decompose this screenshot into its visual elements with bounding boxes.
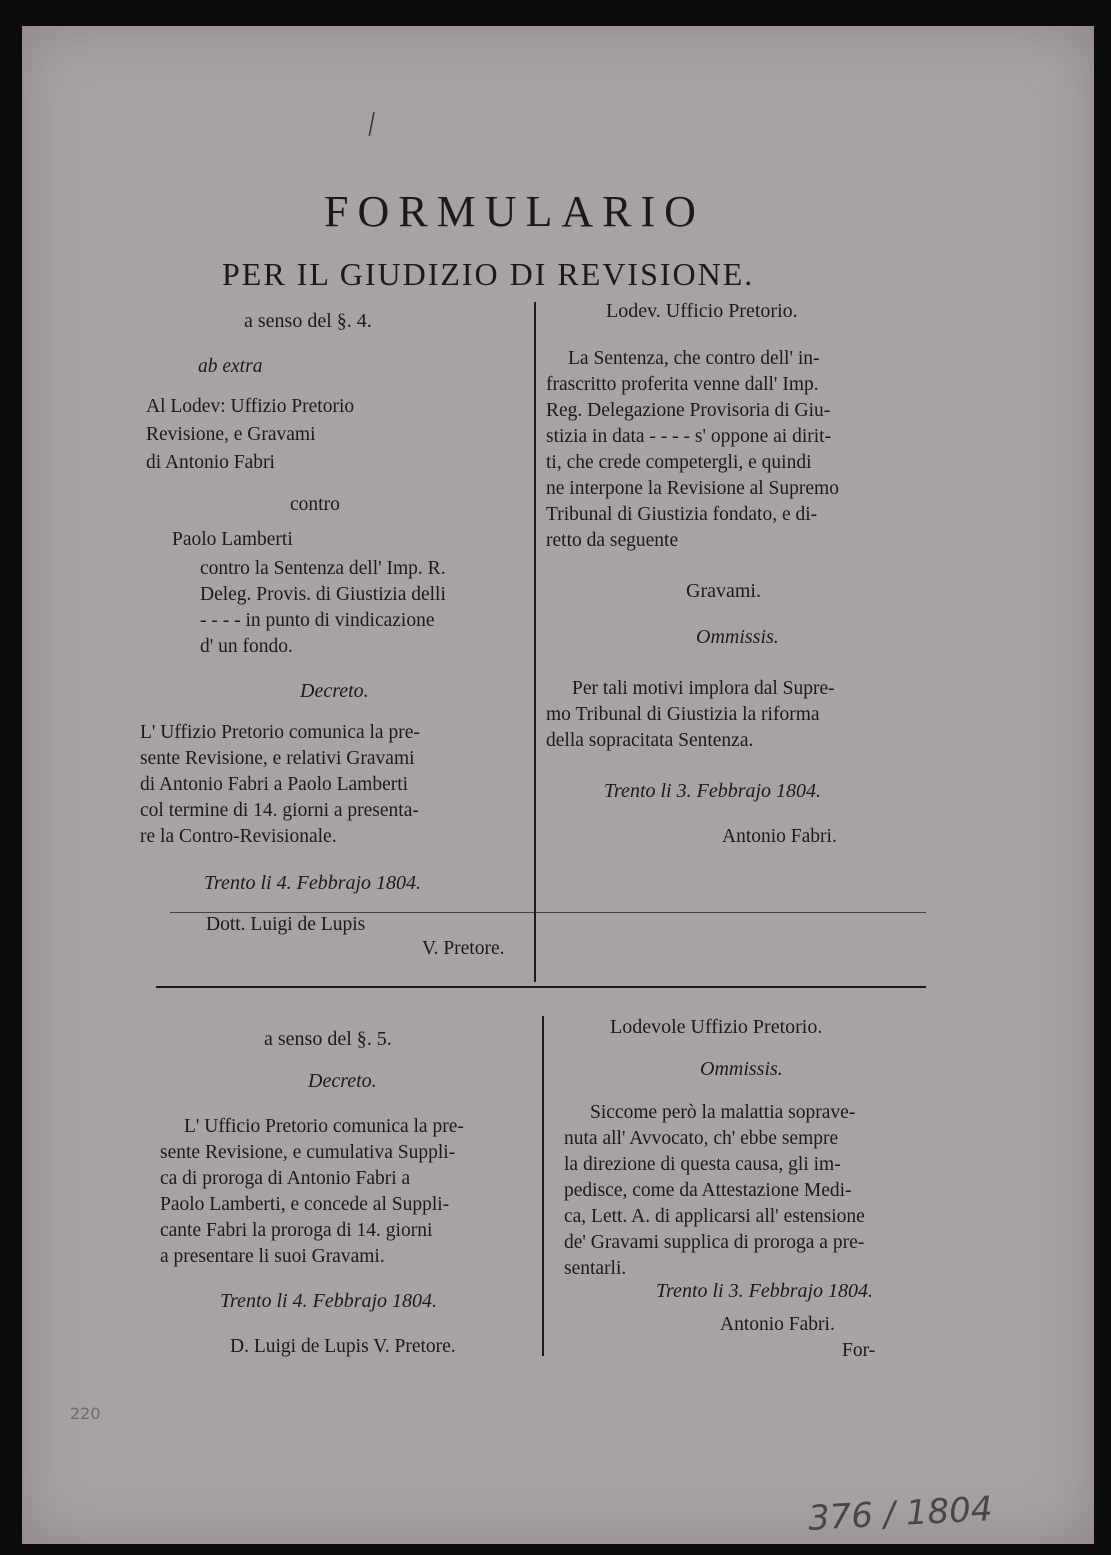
upper-right-body-line-7: Tribunal di Giustizia fondato, e di- — [546, 504, 818, 525]
lower-right-body-line-3: la direzione di questa causa, gli im- — [564, 1154, 841, 1175]
lower-left-decree-line-3: ca di proroga di Antonio Fabri a — [160, 1168, 411, 1189]
lower-left-decree-line-1: L' Ufficio Pretorio comunica la pre- — [184, 1116, 464, 1137]
lower-left-decree-heading: Decreto. — [308, 1070, 377, 1092]
upper-right-heading: Lodev. Ufficio Pretorio. — [606, 300, 798, 322]
addressee-line-1: Al Lodev: Uffizio Pretorio — [146, 396, 355, 417]
lower-right-body-line-5: ca, Lett. A. di applicarsi all' estensione — [564, 1206, 865, 1227]
document-subtitle: PER IL GIUDIZIO DI REVISIONE. — [222, 256, 755, 292]
lower-right-body-line-7: sentarli. — [564, 1258, 627, 1279]
document-title: FORMULARIO — [324, 187, 705, 236]
upper-left-decree-line-2: sente Revisione, e relativi Gravami — [140, 748, 415, 769]
opposing-party: Paolo Lamberti — [172, 529, 293, 550]
upper-left-heading: a senso del §. 4. — [244, 310, 372, 332]
lower-right-signature: Antonio Fabri. — [720, 1314, 835, 1335]
lower-right-date: Trento li 3. Febbrajo 1804. — [656, 1280, 874, 1302]
object-line-4: d' un fondo. — [200, 636, 293, 657]
lower-left-heading: a senso del §. 5. — [264, 1028, 392, 1050]
addressee-line-3: di Antonio Fabri — [146, 452, 275, 473]
upper-right-body-line-5: ti, che crede competergli, e quindi — [546, 452, 812, 473]
lower-left-decree-line-6: a presentare li suoi Gravami. — [160, 1246, 385, 1267]
document-page — [22, 26, 1094, 1544]
lower-left-decree-line-2: sente Revisione, e cumulativa Suppli- — [160, 1142, 456, 1163]
lower-right-body-line-2: nuta all' Avvocato, ch' ebbe sempre — [564, 1128, 839, 1149]
upper-right-body-line-3: Reg. Delegazione Provisoria di Giu- — [546, 400, 831, 421]
upper-right-body-line-4: stizia in data - - - - s' oppone ai dirit- — [546, 426, 832, 447]
pencil-mark: / — [364, 105, 379, 144]
upper-left-date: Trento li 4. Febbrajo 1804. — [204, 872, 422, 894]
page-number-note: 220 — [70, 1404, 101, 1423]
object-line-3: - - - - in punto di vindicazione — [200, 610, 435, 631]
upper-left-decree-line-3: di Antonio Fabri a Paolo Lamberti — [140, 774, 409, 795]
lower-right-heading: Lodevole Uffizio Pretorio. — [610, 1016, 823, 1038]
upper-left-decree-heading: Decreto. — [300, 680, 369, 702]
ab-extra-label: ab extra — [198, 356, 263, 377]
gravami-heading: Gravami. — [686, 580, 761, 602]
lower-left-decree-line-5: cante Fabri la proroga di 14. giorni — [160, 1220, 433, 1241]
lower-right-body-line-4: pedisce, come da Attestazione Medi- — [564, 1180, 852, 1201]
upper-right-closing-line-1: Per tali motivi implora dal Supre- — [572, 678, 835, 699]
upper-right-body-line-8: retto da seguente — [546, 530, 679, 551]
upper-right-body-line-2: frascritto proferita venne dall' Imp. — [546, 374, 819, 395]
upper-left-decree-line-4: col termine di 14. giorni a presenta- — [140, 800, 419, 821]
lower-left-date: Trento li 4. Febbrajo 1804. — [220, 1290, 438, 1312]
upper-left-decree-line-1: L' Uffizio Pretorio comunica la pre- — [140, 722, 420, 743]
lower-right-body-line-1: Siccome però la malattia soprave- — [590, 1102, 856, 1123]
upper-right-closing-line-3: della sopracitata Sentenza. — [546, 730, 754, 751]
object-line-2: Deleg. Provis. di Giustizia delli — [200, 584, 446, 605]
ommissis-lower: Ommissis. — [700, 1058, 783, 1080]
ommissis-upper: Ommissis. — [696, 626, 779, 648]
upper-right-closing-line-2: mo Tribunal di Giustizia la riforma — [546, 704, 820, 725]
upper-left-signature-title: V. Pretore. — [422, 938, 505, 959]
upper-right-body-line-6: ne interpone la Revisione al Supremo — [546, 478, 839, 499]
lower-right-body-line-6: de' Gravami supplica di proroga a pre- — [564, 1232, 865, 1253]
contro-label: contro — [290, 494, 340, 515]
upper-left-decree-line-5: re la Contro-Revisionale. — [140, 826, 337, 847]
upper-right-signature: Antonio Fabri. — [722, 826, 837, 847]
archive-reference-note: 376 / 1804 — [807, 1489, 994, 1539]
upper-right-body-line-1: La Sentenza, che contro dell' in- — [568, 348, 820, 369]
upper-column-divider — [534, 302, 536, 982]
lower-left-signature: D. Luigi de Lupis V. Pretore. — [230, 1336, 456, 1357]
catchword: For- — [842, 1340, 876, 1361]
upper-left-signature-name: Dott. Luigi de Lupis — [206, 914, 366, 935]
upper-right-date: Trento li 3. Febbrajo 1804. — [604, 780, 822, 802]
upper-signature-rule — [170, 912, 926, 913]
lower-left-decree-line-4: Paolo Lamberti, e concede al Suppli- — [160, 1194, 450, 1215]
lower-column-divider — [542, 1016, 544, 1356]
addressee-line-2: Revisione, e Gravami — [146, 424, 316, 445]
section-divider — [156, 986, 926, 988]
object-line-1: contro la Sentenza dell' Imp. R. — [200, 558, 446, 579]
